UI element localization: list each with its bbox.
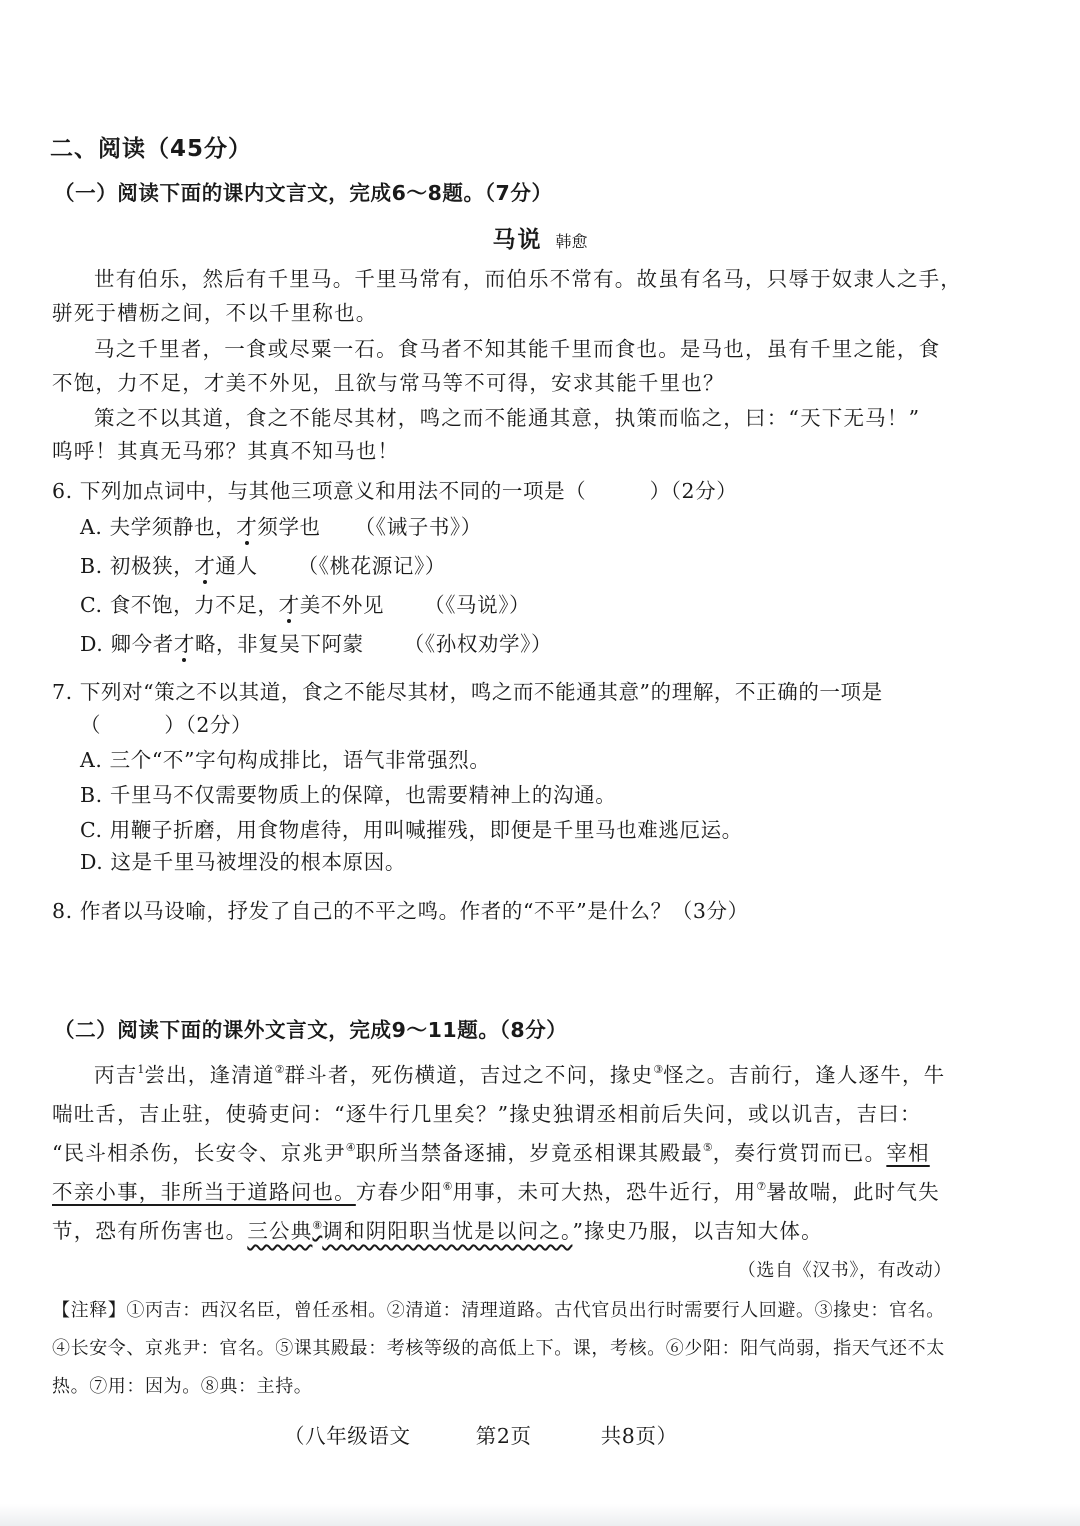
question-6-option-b <box>80 549 446 579</box>
extract-line <box>52 1175 940 1205</box>
question-7-stem: 7. 下列对“策之不以其道，食之不能尽其材，鸣之而不能通其意”的理解，不正确的一项是 <box>52 680 883 704</box>
text: 节，恐有所伤害也。 <box>52 1219 248 1243</box>
underlined-sentence: 宰相 <box>886 1141 930 1165</box>
question-6-option-c <box>80 588 530 618</box>
question-7-option-c: C. 用鞭子折磨，用食物虐待，用叫喊摧残，即便是千里马也难逃厄运。 <box>80 818 743 842</box>
passage-heading <box>0 221 1080 254</box>
passage-author: 韩愈 <box>555 232 588 251</box>
text: 丙吉 <box>94 1063 138 1087</box>
option-text: B. 初极狭， <box>80 554 195 578</box>
footnote-marker: ⑥ <box>442 1180 453 1193</box>
passage-paragraph: 呜呼！其真无马邪？其真不知马也！ <box>52 439 400 463</box>
footnote-marker: 1 <box>137 1063 145 1076</box>
footer-total-pages: 共8页） <box>600 1424 678 1448</box>
option-text: 美不外见 <box>299 593 385 617</box>
annotation-line: 热。⑦用：因为。⑧典：主持。 <box>52 1376 313 1397</box>
question-7-option-a: A. 三个“不”字句构成排比，语气非常强烈。 <box>80 748 491 772</box>
option-source: （《马说》） <box>424 593 531 617</box>
footer-page-number: 第2页 <box>475 1424 532 1448</box>
question-6-stem: 6. 下列加点词中，与其他三项意义和用法不同的一项是（ ）（2分） <box>52 479 738 503</box>
page-footer <box>284 1419 678 1449</box>
wavy-underlined-sentence: 调和阴阳职当忧是以问之。 <box>322 1219 573 1243</box>
wavy-underlined-sentence: 三公典 <box>247 1219 313 1243</box>
option-text: 通人 <box>215 554 258 578</box>
underlined-sentence: 不亲小事，非所当于道路问也。 <box>52 1180 356 1204</box>
text: 暑故喘，此时气失 <box>766 1180 940 1204</box>
text: 群斗者，死伤横道，吉过之不问，掾史 <box>284 1063 654 1087</box>
dotted-word: 才 <box>173 632 195 656</box>
passage-paragraph: 骈死于槽枥之间，不以千里称也。 <box>52 301 378 325</box>
text: ，奏行赏罚而已。 <box>712 1141 887 1165</box>
option-text: A. 夫学须静也， <box>80 515 237 539</box>
question-6-option-d <box>80 627 552 657</box>
annotation-line: 【注释】①丙吉：西汉名臣，曾任丞相。②清道：清理道路。古代官员出行时需要行人回避。③掾史：官名。 <box>52 1300 945 1321</box>
dotted-word: 才 <box>194 554 216 578</box>
question-7-option-b: B. 千里马不仅需要物质上的保障，也需要精神上的沟通。 <box>80 783 617 807</box>
extract-line: 喘吐舌，吉止驻，使骑吏问：“逐牛行几里矣？”掾史独谓丞相前后失问，或以讥吉，吉曰： <box>52 1102 922 1126</box>
option-source: （《诫子书》） <box>354 515 482 539</box>
option-source: （《桃花源记》） <box>297 554 446 578</box>
extract-line <box>52 1136 930 1166</box>
source-citation: （选自《汉书》，有改动） <box>737 1260 952 1281</box>
text: 职所当禁备逐捕，岁竟丞相课其殿最 <box>355 1141 703 1165</box>
footnote-marker: ④ <box>345 1141 356 1154</box>
footnote-marker: ⑧ <box>312 1219 323 1232</box>
text: 尝出，逢清道 <box>144 1063 275 1087</box>
footnote-marker: ⑤ <box>702 1141 713 1154</box>
footnote-marker: ③ <box>653 1063 664 1076</box>
part1-title: （一）阅读下面的课内文言文，完成6～8题。（7分） <box>54 181 553 205</box>
option-text: 须学也 <box>257 515 321 539</box>
part2-title: （二）阅读下面的课外文言文，完成9～11题。（8分） <box>54 1018 568 1042</box>
passage-paragraph: 世有伯乐，然后有千里马。千里马常有，而伯乐不常有。故虽有名马，只辱于奴隶人之手， <box>94 267 962 291</box>
text: 方春少阳 <box>355 1180 443 1204</box>
text: “民斗相杀伤，长安令、京兆尹 <box>52 1141 346 1165</box>
passage-paragraph: 马之千里者，一食或尽粟一石。食马者不知其能千里而食也。是马也，虽有千里之能，食 <box>94 337 941 361</box>
footnote-marker: ② <box>274 1063 285 1076</box>
page-edge-shadow <box>0 1504 1080 1526</box>
option-text: 略，非复吴下阿蒙 <box>194 632 364 656</box>
extract-line <box>52 1214 823 1244</box>
passage-paragraph: 不饱，力不足，才美不外见，且欲与常马等不可得，安求其能千里也？ <box>52 371 725 395</box>
footer-subject: （八年级语文 <box>284 1424 411 1448</box>
question-7-answer-blank: （ ）（2分） <box>80 713 253 737</box>
annotation-line: ④长安令、京兆尹：官名。⑤课其殿最：考核等级的高低上下。课，考核。⑥少阳：阳气尚弱，指天气还不太 <box>52 1338 945 1359</box>
option-source: （《孙权劝学》） <box>403 632 553 656</box>
text: ”掾史乃服，以吉知大体。 <box>572 1219 823 1243</box>
question-8-stem: 8. 作者以马设喻，抒发了自己的不平之鸣。作者的“不平”是什么？（3分） <box>52 899 749 923</box>
question-6-option-a <box>80 510 482 540</box>
passage-paragraph: 策之不以其道，食之不能尽其材，鸣之而不能通其意，执策而临之，曰：“天下无马！” <box>94 406 921 430</box>
dotted-word: 才 <box>278 593 300 617</box>
extract-line <box>94 1058 945 1088</box>
text: 用事，未可大热，恐牛近行，用 <box>452 1180 757 1204</box>
question-7-option-d: D. 这是千里马被埋没的根本原因。 <box>80 850 406 874</box>
footnote-marker: ⑦ <box>756 1180 767 1193</box>
option-text: D. 卿今者 <box>80 632 174 656</box>
section-heading: 二、阅读（45分） <box>50 136 253 162</box>
dotted-word: 才 <box>236 515 258 539</box>
passage-title: 马说 <box>492 227 543 253</box>
text: 怪之。吉前行，逢人逐牛，牛 <box>663 1063 946 1087</box>
option-text: C. 食不饱，力不足， <box>80 593 279 617</box>
